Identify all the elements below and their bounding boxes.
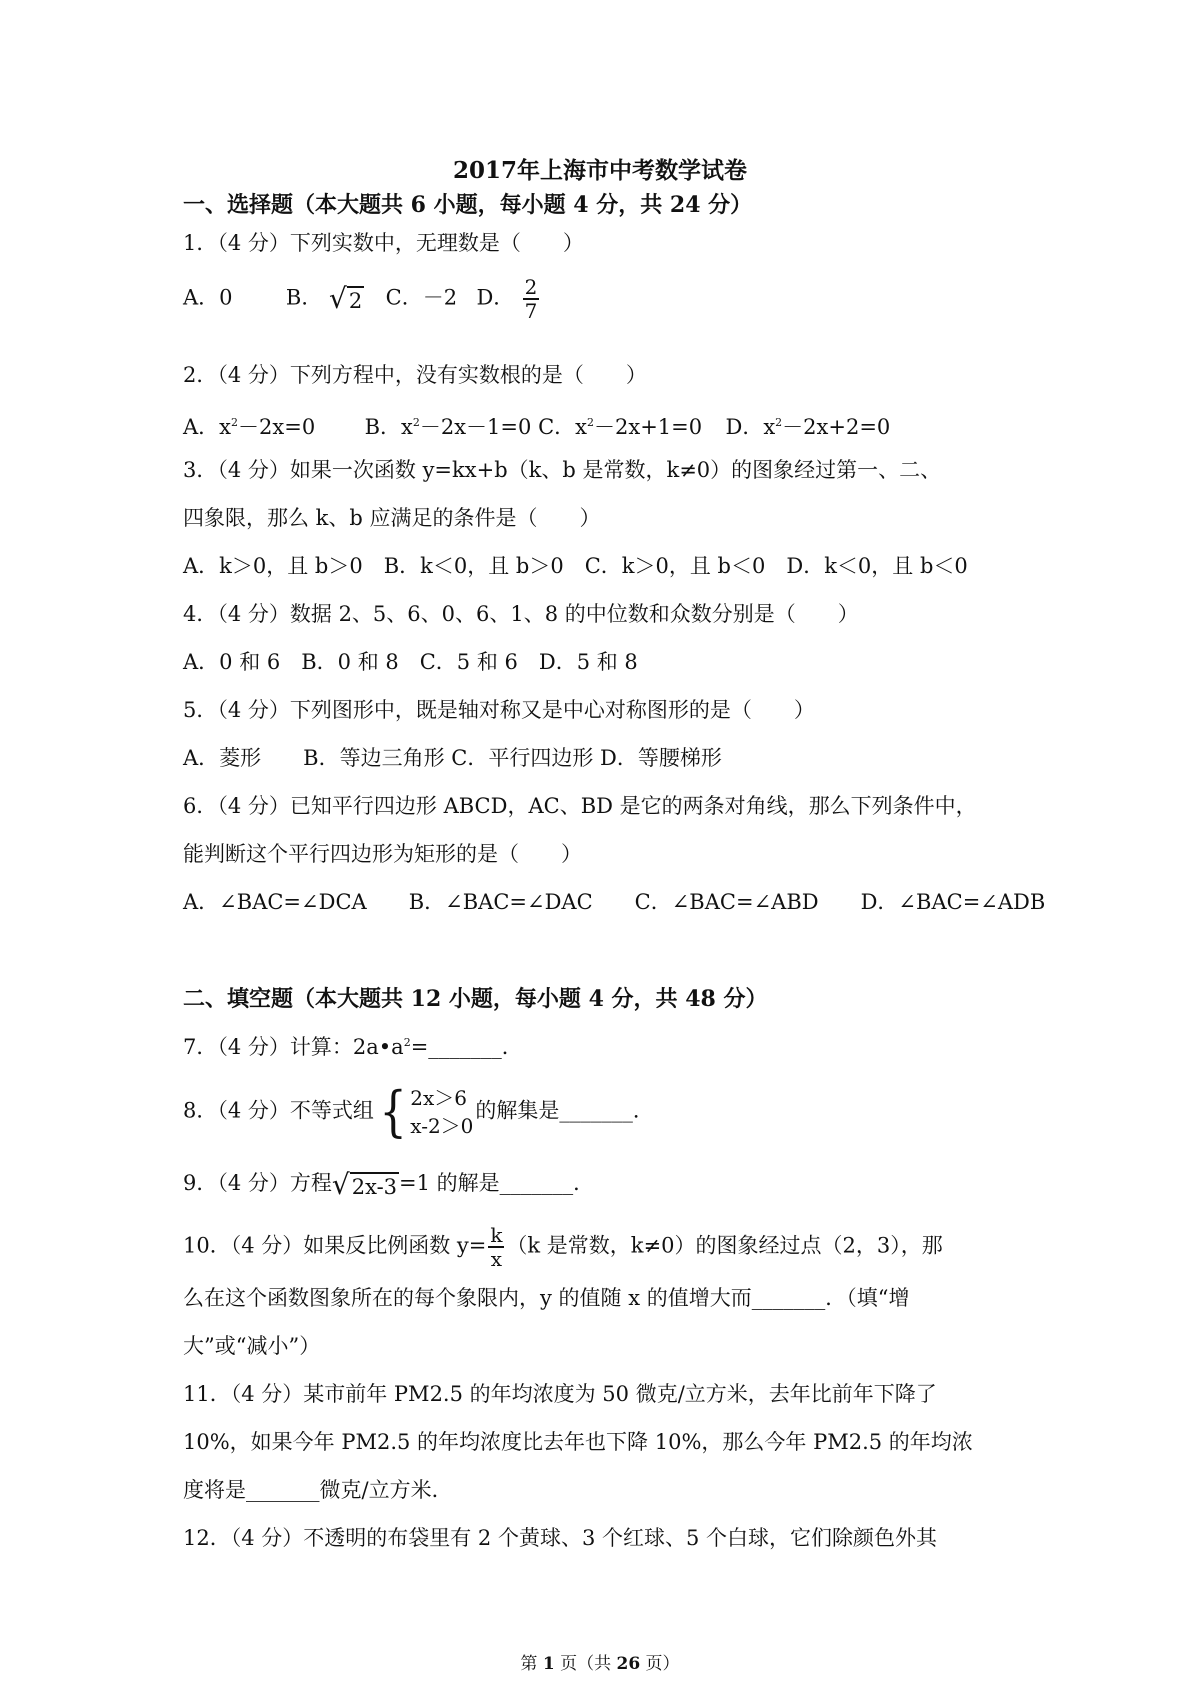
question-8: 8．（4 分）不等式组 { 2x＞6 x-2＞0 的解集是_______．: [183, 1080, 654, 1143]
question-3-options: A．k＞0，且 b＞0 B．k＜0，且 b＞0 C．k＞0，且 b＜0 D．k＜0，且 b＜0: [183, 554, 968, 578]
question-7: 7．（4 分）计算：$2a•a^2=\_\_\_\_\_\_\_$．: [183, 1035, 523, 1059]
footer-total-pages: 26: [616, 1654, 641, 1674]
section-1-heading: 一、选择题（本大题共 6 小题，每小题 4 分，共 24 分）: [183, 192, 753, 218]
q9-sqrt: √ 2x-3: [331, 1167, 398, 1201]
question-10-line-3: 大”或“减小”）: [183, 1334, 321, 1358]
footer-page-number: 1: [542, 1654, 555, 1674]
question-4-options: A．0 和 6 B．0 和 8 C．5 和 6 D．5 和 8: [183, 650, 638, 674]
page-footer: 第 1 页（共 26 页）: [520, 1654, 680, 1674]
question-6-line-1: 6．（4 分）已知平行四边形 ABCD，AC、BD 是它的两条对角线，那么下列条件中，: [183, 794, 977, 818]
question-6-line-2: 能判断这个平行四边形为矩形的是（ ）: [183, 842, 582, 866]
question-1: 1．（4 分）下列实数中，无理数是（ ）: [183, 231, 584, 255]
question-3-line-1: 3．（4 分）如果一次函数 y=kx+b（k、b 是常数，k≠0）的图象经过第一、二、: [183, 458, 942, 482]
question-2-options: [183, 408, 890, 442]
question-12-line-1: 12．（4 分）不透明的布袋里有 2 个黄球、3 个红球、5 个白球，它们除颜色外其: [183, 1526, 938, 1550]
q1-fraction: $\frac{2}{7}$: [524, 275, 538, 323]
question-10-line-2: 么在这个函数图象所在的每个象限内，y 的值随 x 的值增大而_______．（填“增: [183, 1286, 910, 1310]
question-4: 4．（4 分）数据 2、5、6、0、6、1、8 的中位数和众数分别是（ ）: [183, 602, 859, 626]
q1-option-a: A．0: [183, 285, 233, 310]
question-3-line-2: 四象限，那么 k、b 应满足的条件是（ ）: [183, 506, 601, 530]
question-11-line-2: 10%，如果今年 PM2.5 的年均浓度比去年也下降 10%，那么今年 PM2.5 的年均浓: [183, 1430, 973, 1454]
q2-option-b: B．$x^2-2x-1=0$: [364, 415, 532, 439]
q2-option-d: D．$x^2-2x+2=0$: [725, 415, 891, 439]
section-2-heading: 二、填空题（本大题共 12 小题，每小题 4 分，共 48 分）: [183, 986, 768, 1012]
q1-option-c: C．－2: [385, 285, 458, 310]
question-5-options: A．菱形 B．等边三角形 C．平行四边形 D．等腰梯形: [183, 746, 722, 770]
question-10-line-1: 10．（4 分）如果反比例函数 y= $\frac{k}{x}$ （k 是常数，k≠0）的图象经过点（2，3），那: [183, 1223, 943, 1271]
q1-option-b: B．: [285, 285, 323, 310]
q10-fraction: $\frac{k}{x}$: [490, 1223, 503, 1271]
question-5: 5．（4 分）下列图形中，既是轴对称又是中心对称图形的是（ ）: [183, 698, 815, 722]
question-2: 2．（4 分）下列方程中，没有实数根的是（ ）: [183, 363, 647, 387]
q2-option-c: C．$x^2-2x+1=0$: [538, 415, 703, 439]
question-9: 9．（4 分）方程 √ 2x-3 =1 的解是_______．: [183, 1167, 595, 1201]
q1-sqrt: √ 2: [329, 282, 363, 315]
exam-title: 2017年上海市中考数学试卷: [452, 157, 747, 184]
question-11-line-1: 11．（4 分）某市前年 PM2.5 的年均浓度为 50 微克/立方米，去年比前年下降了: [183, 1382, 937, 1406]
q1-option-d: D．: [476, 285, 515, 310]
q2-option-a: A．$x^2-2x=0$: [183, 415, 316, 439]
q8-inequality-system: { 2x＞6 x-2＞0: [379, 1080, 474, 1143]
question-11-line-3: 度将是_______微克/立方米．: [183, 1478, 453, 1502]
question-1-options: [183, 276, 541, 322]
question-6-options: A．∠BAC=∠DCA B．∠BAC=∠DAC C．∠BAC=∠ABD D．∠BAC=∠ADB: [183, 890, 1046, 914]
